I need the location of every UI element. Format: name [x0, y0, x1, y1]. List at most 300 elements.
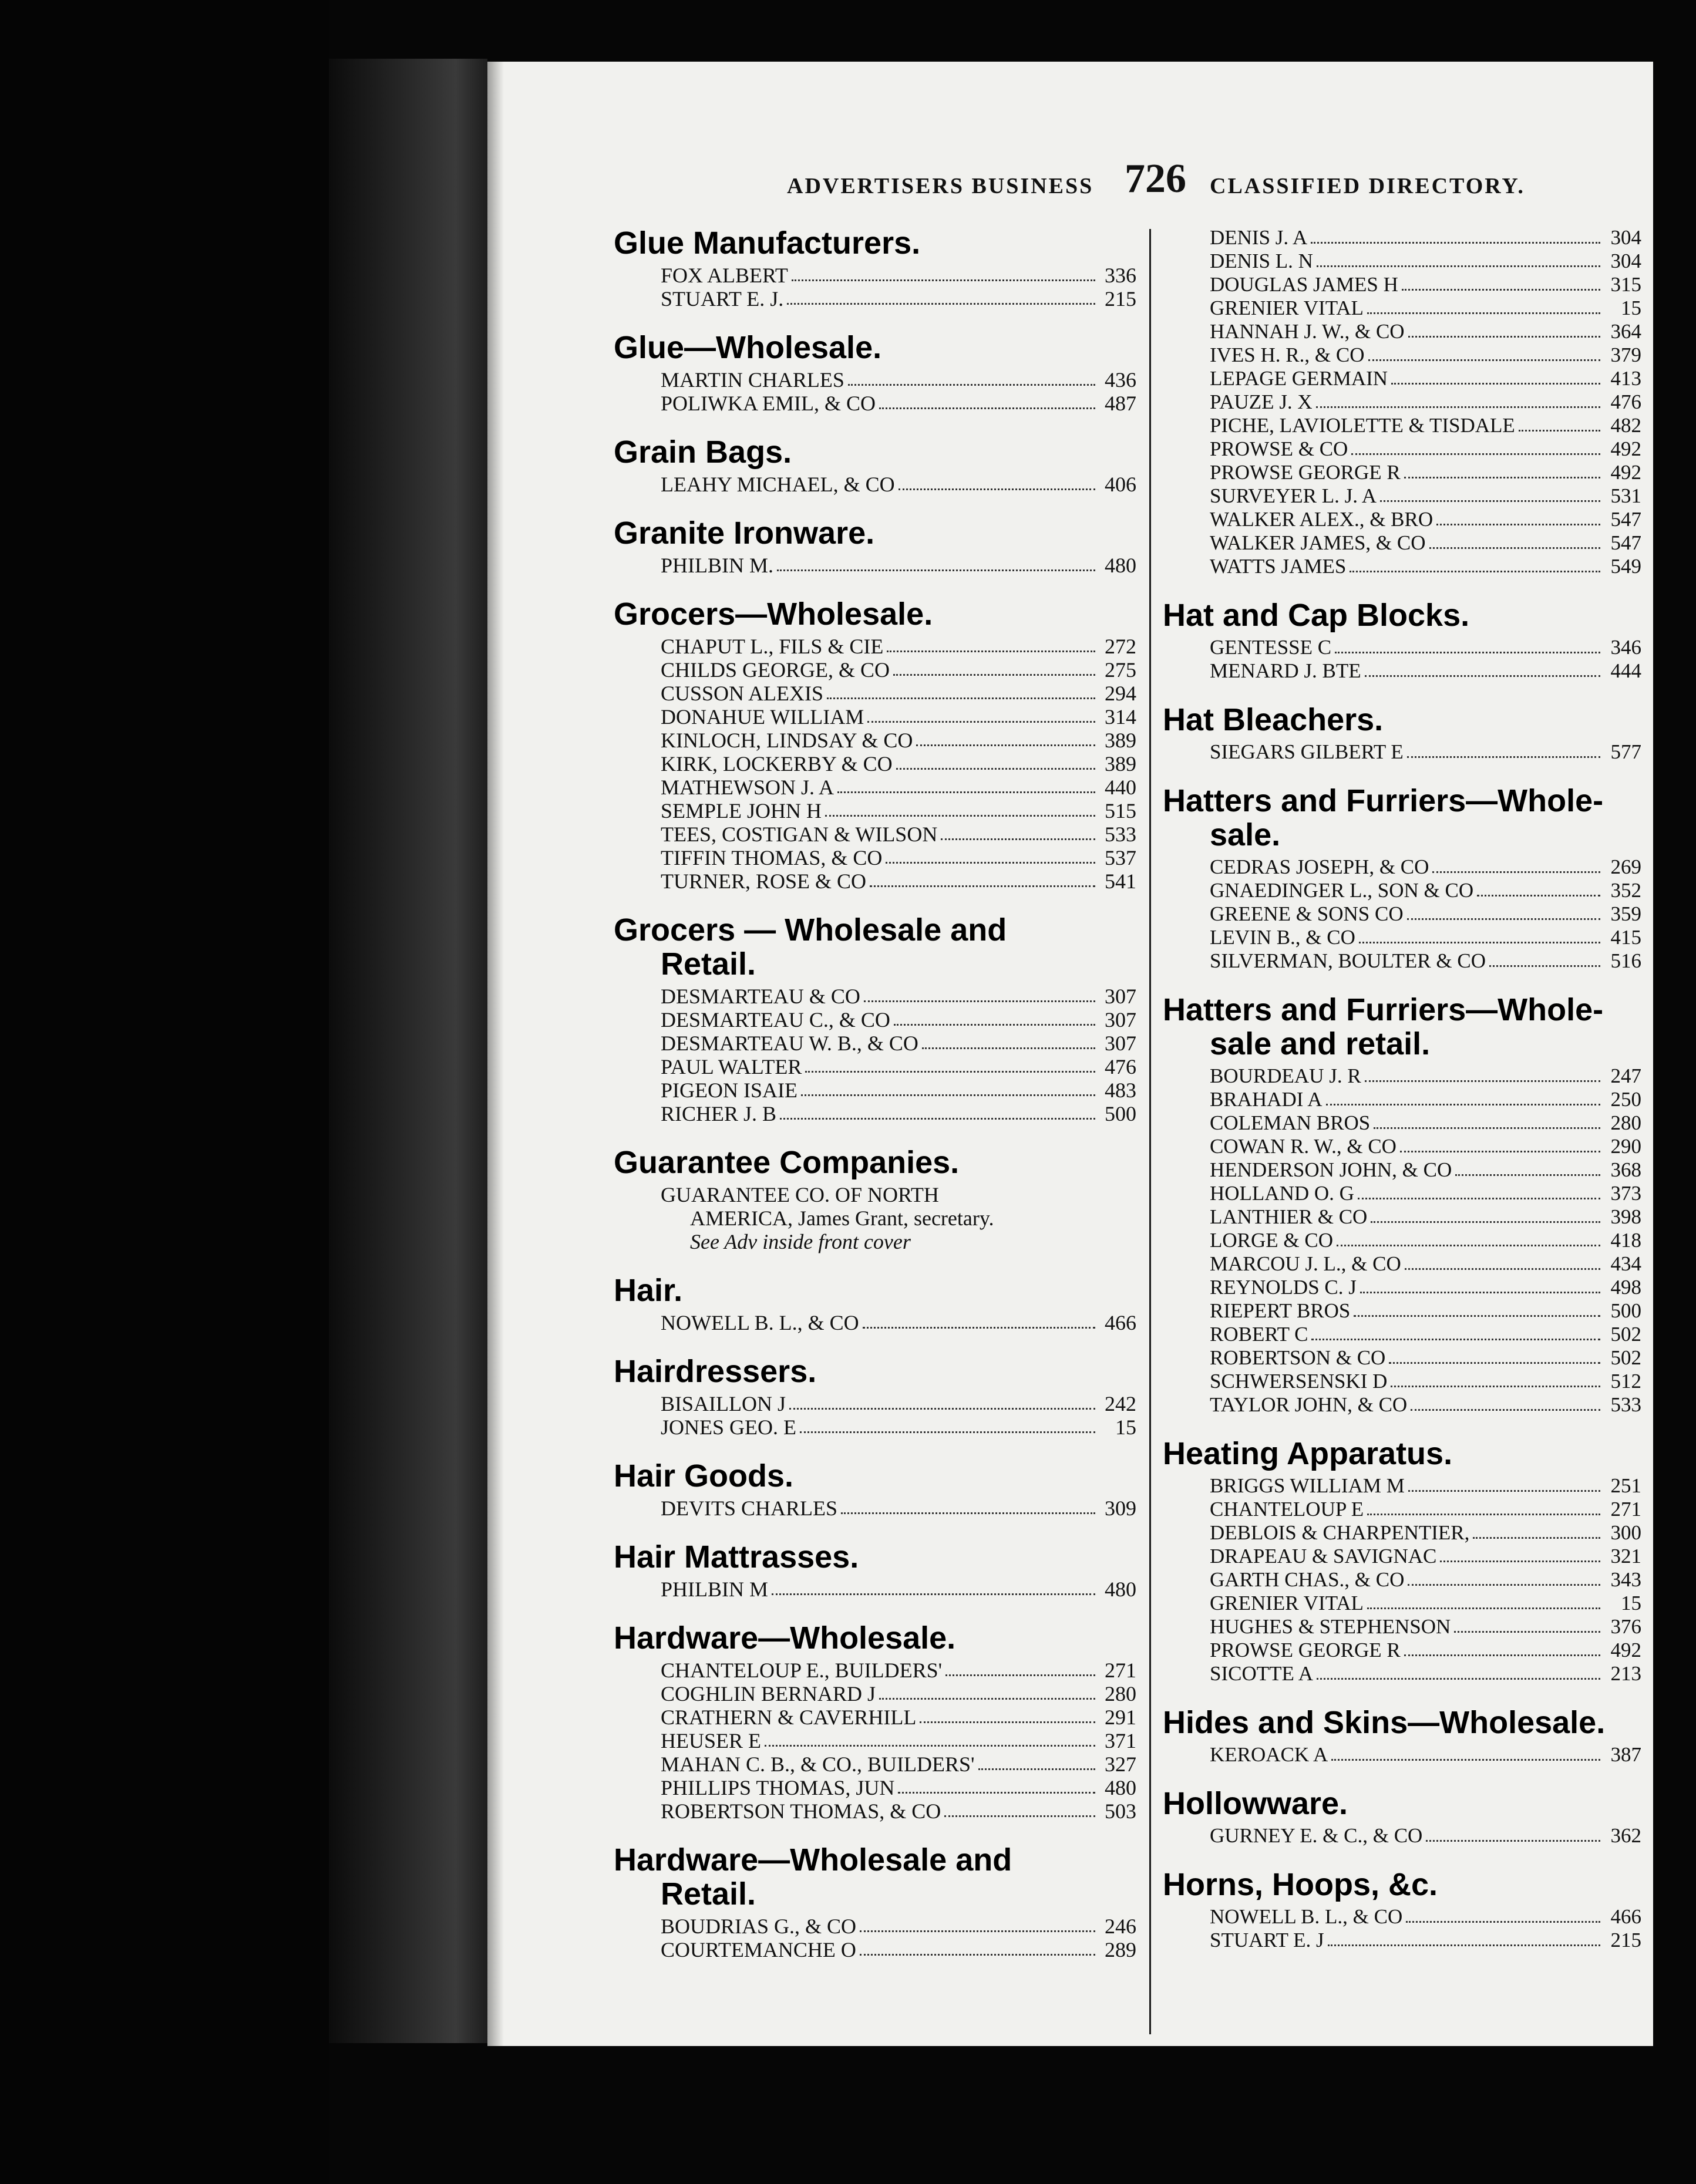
dot-leader — [1440, 1561, 1600, 1562]
directory-entry — [614, 1415, 1136, 1439]
section-heading — [614, 1540, 1136, 1574]
entry-page-number: 389 — [1105, 752, 1136, 776]
entry-name: DESMARTEAU & CO — [661, 985, 860, 1008]
dot-leader — [1354, 1315, 1600, 1317]
directory-entry — [614, 776, 1136, 799]
section-heading — [614, 435, 1136, 469]
dot-leader — [1489, 965, 1600, 967]
directory-section — [1163, 703, 1641, 764]
directory-section — [614, 1540, 1136, 1601]
entry-page-number: 280 — [1610, 1111, 1641, 1134]
entry-page-number: 304 — [1610, 250, 1641, 272]
dot-leader — [1429, 547, 1600, 549]
directory-entry — [614, 368, 1136, 392]
dot-leader — [1389, 1362, 1600, 1364]
entry-name: PHILLIPS THOMAS, JUN — [661, 1776, 895, 1799]
directory-entry — [1163, 484, 1641, 508]
entry-name: JONES GEO. E — [661, 1415, 796, 1439]
entry-page-number: 406 — [1105, 473, 1136, 496]
section-gap — [614, 893, 1136, 913]
section-gap — [614, 1439, 1136, 1459]
dot-leader — [870, 885, 1095, 887]
section-gap — [614, 1961, 1136, 1981]
directory-entry — [614, 869, 1136, 893]
dot-leader — [945, 1674, 1095, 1676]
entry-name: PAUZE J. X — [1210, 390, 1313, 413]
entry-name: BOURDEAU J. R — [1210, 1064, 1361, 1087]
entry-name: HOLLAND O. G — [1210, 1182, 1354, 1205]
entry-page-number: 500 — [1105, 1102, 1136, 1125]
dot-leader — [1365, 675, 1600, 677]
dot-leader — [1406, 1921, 1600, 1923]
entry-page-number: 389 — [1105, 729, 1136, 752]
entry-name: SIEGARS GILBERT E — [1210, 740, 1404, 763]
dot-leader — [1374, 1127, 1600, 1129]
dot-leader — [893, 674, 1095, 676]
directory-entry — [1163, 1929, 1641, 1952]
directory-entry — [1163, 367, 1641, 390]
entry-page-number: 215 — [1105, 287, 1136, 311]
dot-leader — [867, 721, 1095, 723]
running-head-right: CLASSIFIED DIRECTORY. — [1210, 174, 1525, 198]
dot-leader — [1351, 453, 1600, 455]
entry-page-number: 373 — [1610, 1182, 1641, 1205]
entry-page-number: 413 — [1610, 367, 1641, 390]
directory-section — [614, 516, 1136, 577]
dot-leader — [1350, 571, 1600, 572]
entry-page-number: 436 — [1105, 368, 1136, 392]
section-gap — [614, 311, 1136, 331]
entry-page-number: 466 — [1105, 1311, 1136, 1334]
entry-page-number: 15 — [1621, 296, 1641, 319]
entry-name: TIFFIN THOMAS, & CO — [661, 846, 883, 869]
dot-leader — [1408, 336, 1600, 338]
dot-leader — [800, 1431, 1095, 1433]
section-heading — [614, 1354, 1136, 1388]
entry-name: MARCOU J. L., & CO — [1210, 1252, 1401, 1275]
dot-leader — [1411, 1409, 1600, 1411]
directory-entry — [1163, 1135, 1641, 1158]
entry-page-number: 280 — [1105, 1682, 1136, 1706]
entry-name: COWAN R. W., & CO — [1210, 1135, 1396, 1158]
entry-name: GREENE & SONS CO — [1210, 902, 1404, 925]
entry-name: RIEPERT BROS — [1210, 1299, 1351, 1322]
directory-entry — [1163, 1824, 1641, 1848]
section-heading-text: Hat and Cap Blocks. — [1163, 598, 1470, 633]
entry-name: DONAHUE WILLIAM — [661, 705, 864, 729]
directory-section — [1163, 1787, 1641, 1848]
dot-leader — [777, 569, 1095, 571]
entry-name: FOX ALBERT — [661, 264, 788, 287]
directory-entry — [1163, 1111, 1641, 1135]
entry-page-number: 503 — [1105, 1799, 1136, 1823]
dot-leader — [1436, 524, 1600, 525]
entry-page-number: 213 — [1610, 1662, 1641, 1685]
right-column — [1163, 226, 1641, 2034]
section-heading — [614, 226, 1136, 260]
entry-page-number: 500 — [1610, 1299, 1641, 1322]
section-heading — [1163, 1706, 1641, 1740]
directory-entry — [614, 1008, 1136, 1032]
entry-page-number: 352 — [1610, 879, 1641, 902]
running-head-left: ADVERTISERS BUSINESS — [787, 174, 1094, 198]
section-gap — [614, 1334, 1136, 1354]
entry-name: MATHEWSON J. A — [661, 776, 834, 799]
directory-section — [1163, 226, 1641, 578]
dot-leader — [837, 791, 1095, 793]
entry-name: KINLOCH, LINDSAY & CO — [661, 729, 913, 752]
entry-page-number: 307 — [1105, 985, 1136, 1008]
section-gap — [614, 496, 1136, 516]
entry-page-number: 492 — [1610, 437, 1641, 460]
entry-name: HANNAH J. W., & CO — [1210, 320, 1405, 343]
directory-entry — [1163, 226, 1641, 250]
dot-leader — [827, 697, 1095, 699]
directory-entry — [1163, 1615, 1641, 1639]
entry-page-number: 290 — [1610, 1135, 1641, 1158]
section-heading — [614, 516, 1136, 550]
section-heading-text: Glue—Wholesale. — [614, 330, 882, 365]
entry-page-number: 512 — [1610, 1370, 1641, 1393]
directory-entry — [1163, 949, 1641, 973]
directory-entry — [614, 752, 1136, 776]
entry-name: WALKER JAMES, & CO — [1210, 531, 1426, 554]
entry-page-number: 271 — [1610, 1498, 1641, 1521]
dot-leader — [1404, 1654, 1600, 1656]
directory-entry — [614, 1915, 1136, 1938]
directory-entry — [614, 1578, 1136, 1601]
entry-name: MENARD J. BTE — [1210, 659, 1361, 682]
dot-leader — [780, 1118, 1095, 1120]
directory-section — [1163, 993, 1641, 1417]
entry-name: SURVEYER L. J. A — [1210, 484, 1377, 507]
section-gap — [1163, 1417, 1641, 1437]
directory-entry — [614, 287, 1136, 311]
dot-leader — [1426, 1840, 1600, 1842]
directory-entry — [614, 1706, 1136, 1729]
section-heading-continuation: Retail. — [661, 1876, 756, 1912]
directory-entry — [614, 554, 1136, 577]
entry-name: LANTHIER & CO — [1210, 1205, 1368, 1228]
dot-leader — [922, 1047, 1095, 1049]
directory-section — [614, 435, 1136, 496]
entry-name: CHILDS GEORGE, & CO — [661, 658, 890, 682]
entry-name: KIRK, LOCKERBY & CO — [661, 752, 893, 776]
dot-leader — [1367, 1607, 1600, 1609]
directory-entry — [1163, 320, 1641, 343]
entry-page-number: 294 — [1105, 682, 1136, 705]
dot-leader — [1477, 895, 1600, 896]
directory-entry — [1163, 1545, 1641, 1568]
dot-leader — [1408, 1584, 1600, 1586]
directory-entry — [1163, 1064, 1641, 1088]
entry-name: COGHLIN BERNARD J — [661, 1682, 876, 1706]
section-heading — [614, 1843, 1136, 1911]
entry-name: CHAPUT L., FILS & CIE — [661, 635, 884, 658]
directory-entry — [1163, 414, 1641, 437]
entry-page-number: 289 — [1105, 1938, 1136, 1961]
entry-name: WALKER ALEX., & BRO — [1210, 508, 1433, 531]
directory-section — [1163, 1437, 1641, 1686]
dot-leader — [825, 815, 1095, 817]
dot-leader — [898, 1792, 1095, 1794]
entry-page-number: 15 — [1115, 1415, 1136, 1439]
entry-name: NOWELL B. L., & CO — [1210, 1905, 1403, 1928]
section-heading-text: Hair Goods. — [614, 1458, 794, 1494]
dot-leader — [1337, 1245, 1600, 1246]
section-heading — [1163, 598, 1641, 632]
entry-name: HUGHES & STEPHENSON — [1210, 1615, 1451, 1638]
directory-entry — [1163, 1521, 1641, 1545]
book-spine — [329, 59, 487, 2043]
dot-leader — [1432, 871, 1600, 873]
section-heading-text: Guarantee Companies. — [614, 1145, 960, 1180]
entry-page-number: 516 — [1610, 949, 1641, 972]
running-head — [487, 156, 1653, 208]
entry-name: LEAHY MICHAEL, & CO — [661, 473, 895, 496]
directory-entry — [614, 846, 1136, 869]
entry-name: PROWSE GEORGE R — [1210, 1639, 1401, 1661]
entry-page-number: 251 — [1610, 1474, 1641, 1497]
directory-entry — [1163, 250, 1641, 273]
dot-leader — [1358, 1198, 1600, 1199]
section-heading — [614, 913, 1136, 981]
entry-name: CHANTELOUP E — [1210, 1498, 1364, 1521]
entry-name: BRAHADI A — [1210, 1088, 1323, 1111]
directory-section — [614, 331, 1136, 415]
entry-page-number: 368 — [1610, 1158, 1641, 1181]
entry-name: DESMARTEAU C., & CO — [661, 1008, 890, 1032]
section-gap — [614, 577, 1136, 597]
section-gap — [1163, 764, 1641, 784]
entry-page-number: 434 — [1610, 1252, 1641, 1275]
entry-page-number: 327 — [1105, 1752, 1136, 1776]
directory-entry — [1163, 296, 1641, 320]
entry-page-number: 480 — [1105, 1776, 1136, 1799]
dot-leader — [1367, 1514, 1600, 1515]
directory-entry — [1163, 390, 1641, 414]
directory-entry — [1163, 659, 1641, 683]
section-heading — [614, 1459, 1136, 1493]
entry-name: REYNOLDS C. J — [1210, 1276, 1357, 1299]
dot-leader — [1402, 289, 1600, 291]
section-heading-continuation: Retail. — [661, 946, 756, 982]
dot-leader — [899, 488, 1095, 490]
entry-page-number: 415 — [1610, 926, 1641, 949]
entry-page-number: 537 — [1105, 846, 1136, 869]
dot-leader — [1360, 1292, 1600, 1293]
section-heading-text: Hardware—Wholesale and — [614, 1842, 1012, 1878]
entry-name: LORGE & CO — [1210, 1229, 1333, 1252]
directory-entry — [1163, 1905, 1641, 1929]
entry-name: LEVIN B., & CO — [1210, 926, 1355, 949]
entry-name: SILVERMAN, BOULTER & CO — [1210, 949, 1486, 972]
entry-page-number: 307 — [1105, 1008, 1136, 1032]
entry-page-number: 15 — [1621, 1592, 1641, 1615]
directory-entry — [614, 1497, 1136, 1520]
entry-page-number: 247 — [1610, 1064, 1641, 1087]
entry-page-number: 487 — [1105, 392, 1136, 415]
directory-section — [1163, 598, 1641, 683]
directory-section — [614, 913, 1136, 1125]
section-gap — [614, 1125, 1136, 1145]
section-gap — [1163, 578, 1641, 598]
section-heading — [614, 1621, 1136, 1655]
directory-entry — [1163, 1743, 1641, 1767]
section-gap — [1163, 1686, 1641, 1706]
directory-entry — [1163, 273, 1641, 296]
directory-entry — [614, 985, 1136, 1008]
section-heading-continuation: sale. — [1210, 817, 1281, 852]
entry-page-number: 272 — [1105, 635, 1136, 658]
section-heading-text: Hatters and Furriers—Whole- — [1163, 783, 1604, 818]
directory-entry — [614, 1776, 1136, 1799]
dot-leader — [1408, 1490, 1600, 1492]
section-heading-text: Glue Manufacturers. — [614, 225, 921, 261]
directory-section — [614, 1354, 1136, 1439]
directory-entry — [614, 635, 1136, 658]
page-gutter-shadow — [487, 62, 504, 2046]
entry-page-number: 307 — [1105, 1032, 1136, 1055]
entry-page-number: 547 — [1610, 531, 1641, 554]
directory-entry — [1163, 1205, 1641, 1229]
binding-background — [0, 0, 329, 2184]
entry-note-line3: See Adv inside front cover — [690, 1230, 911, 1253]
entry-page-number: 549 — [1610, 555, 1641, 578]
directory-entry — [1163, 508, 1641, 531]
entry-name: DENIS L. N — [1210, 250, 1313, 272]
dot-leader — [1316, 406, 1600, 408]
dot-leader — [1455, 1174, 1600, 1176]
dot-leader — [1371, 1221, 1600, 1223]
dot-leader — [1519, 430, 1600, 432]
entry-page-number: 444 — [1610, 659, 1641, 682]
entry-name: PHILBIN M. — [661, 554, 774, 577]
dot-leader — [841, 1512, 1095, 1514]
entry-name: DEBLOIS & CHARPENTIER, — [1210, 1521, 1470, 1544]
entry-name: DESMARTEAU W. B., & CO — [661, 1032, 918, 1055]
directory-entry — [614, 1055, 1136, 1078]
entry-page-number: 483 — [1105, 1078, 1136, 1102]
directory-entry — [1163, 926, 1641, 949]
directory-entry — [614, 705, 1136, 729]
section-heading-text: Hair Mattrasses. — [614, 1539, 859, 1575]
dot-leader — [1328, 1944, 1600, 1946]
entry-name: DENIS J. A — [1210, 226, 1308, 249]
entry-name: IVES H. R., & CO — [1210, 343, 1365, 366]
entry-name: PHILBIN M — [661, 1578, 769, 1601]
directory-entry — [614, 392, 1136, 415]
dot-leader — [1317, 265, 1600, 267]
dot-leader — [1380, 500, 1600, 502]
directory-entry — [614, 1392, 1136, 1415]
dot-leader — [848, 384, 1095, 386]
section-gap — [1163, 973, 1641, 993]
directory-entry — [1163, 1229, 1641, 1252]
dot-leader — [944, 1815, 1095, 1817]
entry-name: PROWSE & CO — [1210, 437, 1348, 460]
entry-name: BISAILLON J — [661, 1392, 786, 1415]
section-heading-text: Hardware—Wholesale. — [614, 1620, 956, 1656]
entry-name: POLIWKA EMIL, & CO — [661, 392, 876, 415]
left-column — [614, 226, 1136, 2034]
entry-page-number: 359 — [1610, 902, 1641, 925]
entry-page-number: 250 — [1610, 1088, 1641, 1111]
entry-page-number: 577 — [1610, 740, 1641, 763]
entry-page-number: 492 — [1610, 461, 1641, 484]
directory-entry — [1163, 879, 1641, 902]
entry-page-number: 480 — [1105, 554, 1136, 577]
entry-name: CRATHERN & CAVERHILL — [661, 1706, 917, 1729]
section-heading — [1163, 1787, 1641, 1821]
entry-page-number: 271 — [1105, 1659, 1136, 1682]
entry-name: COLEMAN BROS — [1210, 1111, 1371, 1134]
directory-entry — [1163, 555, 1641, 578]
entry-name: GENTESSE C — [1210, 636, 1332, 659]
dot-leader — [1317, 1678, 1600, 1680]
entry-page-number: 379 — [1610, 343, 1641, 366]
directory-entry — [1163, 1474, 1641, 1498]
entry-name: LEPAGE GERMAIN — [1210, 367, 1388, 390]
directory-entry — [1163, 1346, 1641, 1370]
dot-leader — [1473, 1537, 1600, 1539]
entry-note-line1: GUARANTEE CO. OF NORTH — [661, 1183, 939, 1206]
entry-page-number: 371 — [1105, 1729, 1136, 1752]
directory-entry — [614, 823, 1136, 846]
directory-section — [614, 1273, 1136, 1334]
dot-leader — [860, 1954, 1095, 1956]
dot-leader — [1326, 1104, 1600, 1106]
dot-leader — [1311, 1339, 1600, 1340]
entry-name: TAYLOR JOHN, & CO — [1210, 1393, 1408, 1416]
entry-page-number: 346 — [1610, 636, 1641, 659]
entry-page-number: 275 — [1105, 658, 1136, 682]
entry-page-number: 502 — [1610, 1323, 1641, 1346]
entry-name: STUART E. J — [1210, 1929, 1324, 1952]
entry-name: DRAPEAU & SAVIGNAC — [1210, 1545, 1437, 1568]
section-gap — [1163, 1848, 1641, 1868]
entry-name: SEMPLE JOHN H — [661, 799, 822, 823]
entry-name: WATTS JAMES — [1210, 555, 1347, 578]
entry-name: GARTH CHAS., & CO — [1210, 1568, 1405, 1591]
section-heading-text: Heating Apparatus. — [1163, 1436, 1453, 1471]
entry-name: MARTIN CHARLES — [661, 368, 844, 392]
section-heading-text: Grain Bags. — [614, 434, 792, 470]
entry-name: DOUGLAS JAMES H — [1210, 273, 1398, 296]
entry-page-number: 440 — [1105, 776, 1136, 799]
directory-entry — [614, 658, 1136, 682]
directory-entry — [1163, 1276, 1641, 1299]
dot-leader — [805, 1071, 1095, 1073]
directory-entry — [614, 682, 1136, 705]
dot-leader — [787, 303, 1095, 305]
entry-page-number: 215 — [1610, 1929, 1641, 1952]
entry-name: STUART E. J. — [661, 287, 784, 311]
section-gap — [614, 1520, 1136, 1540]
entry-page-number: 418 — [1610, 1229, 1641, 1252]
entry-name: MAHAN C. B., & CO., BUILDERS' — [661, 1752, 975, 1776]
entry-page-number: 242 — [1105, 1392, 1136, 1415]
section-heading-text: Grocers—Wholesale. — [614, 596, 933, 632]
entry-page-number: 531 — [1610, 484, 1641, 507]
section-heading-text: Hatters and Furriers—Whole- — [1163, 992, 1604, 1027]
directory-entry — [614, 1078, 1136, 1102]
directory-entry — [1163, 1252, 1641, 1276]
section-heading — [1163, 1437, 1641, 1471]
entry-page-number: 315 — [1610, 273, 1641, 296]
directory-entry — [614, 1938, 1136, 1961]
entry-name: GURNEY E. & C., & CO — [1210, 1824, 1423, 1847]
